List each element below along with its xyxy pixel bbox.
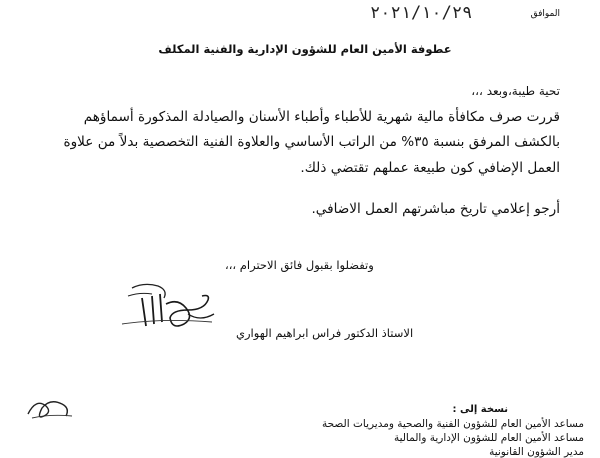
body-line: العمل الإضافي كون طبيعة عملهم تقتضي ذلك. [300,160,560,176]
body-line: بالكشف المرفق بنسبة ٣٥% من الراتب الأساسي والعلاوة الفنية التخصصية بدلاً من علاوة [63,134,560,150]
request-line: أرجو إعلامي تاريخ مباشرتهم العمل الاضافي. [311,201,560,217]
letter-date: ٢٠٢١/١٠/٢٩ [370,3,473,23]
copies-title: نسخة إلى : [452,404,508,415]
handwritten-initials [22,392,77,422]
copy-recipient: مدير الشؤون القانونية [489,446,584,458]
body-line: قررت صرف مكافأة مالية شهرية للأطباء وأطباء الأسنان والصيادلة المذكورة أسماؤهم [83,109,560,125]
signatory-name: الاستاذ الدكتور فراس ابراهيم الهواري [236,326,414,340]
addressee-title: عطوفة الأمين العام للشؤون الإدارية والفنية المكلف [158,42,452,56]
date-label: الموافق [530,9,560,19]
closing-line: وتفضلوا بقبول فائق الاحترام ،،، [225,258,374,272]
copy-recipient: مساعد الأمين العام للشؤون الفنية والصحية ومديريات الصحة [322,418,584,430]
date-header [370,2,560,26]
greeting: تحية طيبة،وبعد ،،، [471,84,560,98]
copy-recipient: مساعد الأمين العام للشؤون الإدارية والمالية [393,432,584,444]
handwritten-signature [92,274,282,354]
